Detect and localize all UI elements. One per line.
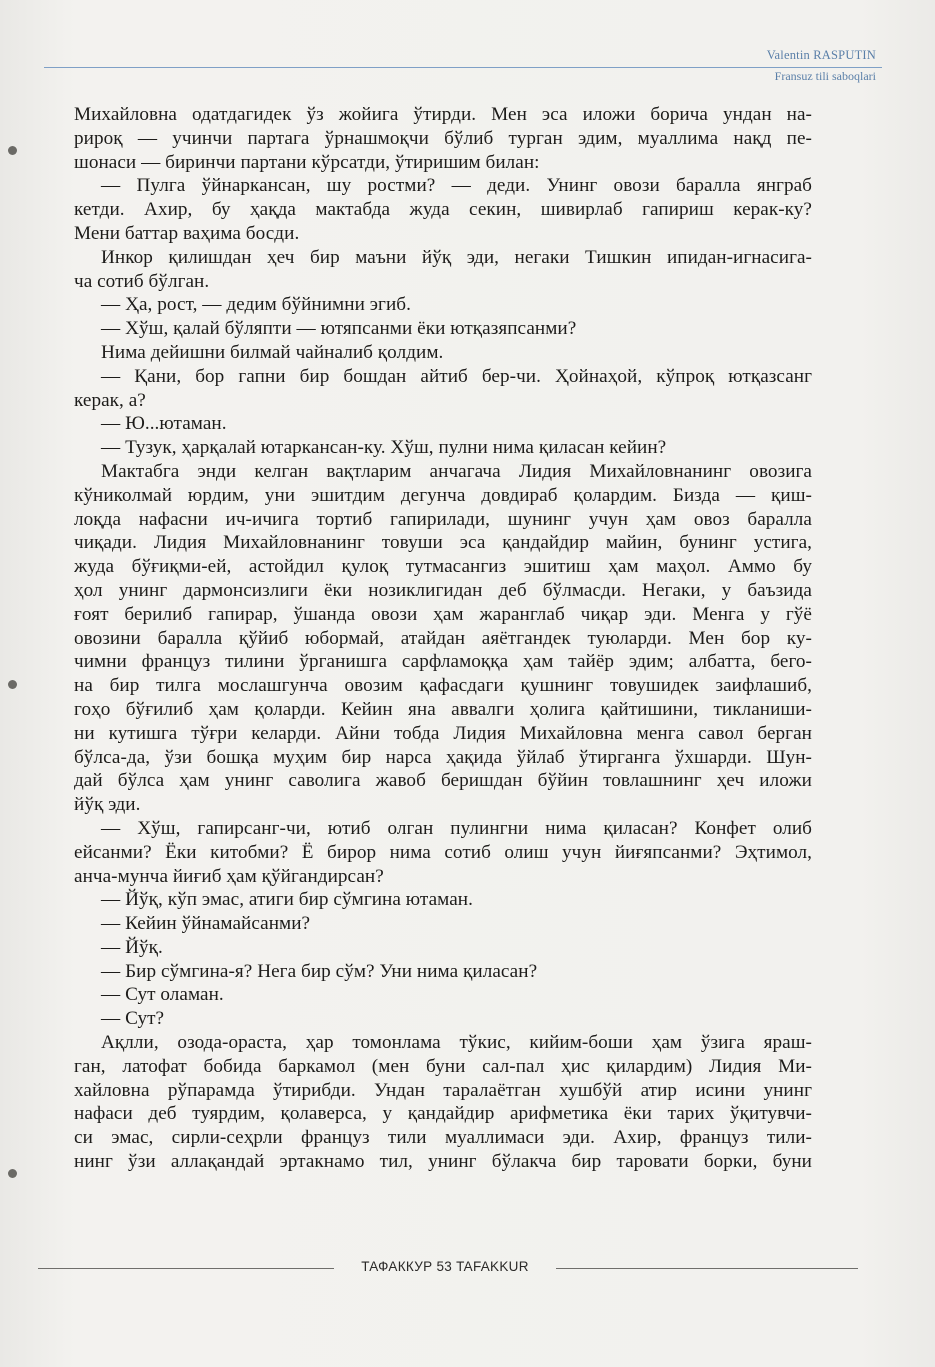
text-line: бўлса-да, ўзи бошқа муҳим бир нарса ҳақида ўйлаб ўтирганга ўхшарди. Шун-: [74, 746, 812, 768]
text-line: овозини баралла қўйиб юбормай, атайдан аяётгандек туюларди. Мен бор ку-: [74, 627, 812, 649]
text-line: Нима дейишни билмай чайналиб қолдим.: [101, 341, 444, 363]
text-line: ган, латофат бобида баркамол (мен буни сал-пал ҳис қилардим) Лидия Ми-: [74, 1055, 812, 1077]
header-author: Valentin RASPUTIN: [766, 48, 876, 62]
text-line: хайловна рўпарамда ўтирибди. Ундан таралаётган хушбўй атир исини унинг: [74, 1079, 812, 1101]
text-line: шонаси — биринчи партани кўрсатди, ўтиришим билан:: [74, 151, 540, 173]
header-subtitle: Fransuz tili saboqlari: [774, 69, 876, 83]
text-line: лоқда нафасни ич-ичига тортиб гапирилади, шунинг учун ҳам овоз баралла: [74, 508, 812, 530]
running-header: [46, 48, 876, 83]
header-rule: [44, 67, 882, 68]
text-line: Инкор қилишдан ҳеч бир маъни йўқ эди, негаки Тишкин ипидан-игнасига-: [101, 246, 812, 268]
text-line: дай бўлса ҳам унинг саволига жавоб беришдан бўйин товлашнинг ҳеч иложи: [74, 770, 812, 792]
text-line: керак, а?: [74, 389, 146, 411]
text-line: рироқ — учинчи партага ўрнашмоқчи бўлиб турган эдим, муаллима нақд пе-: [74, 127, 812, 149]
text-line: — Кейин ўйнамайсанми?: [101, 913, 311, 935]
article-body: [74, 103, 812, 1174]
text-line: кўниколмай юрдим, уни эшитдим дегунча довдираб қолардим. Бизда — қиш-: [74, 484, 812, 506]
text-line: Мени баттар ваҳима босди.: [74, 222, 300, 244]
text-line: — Пулга ўйнаркансан, шу ростми? — деди. Унинг овози баралла янграб: [101, 175, 812, 197]
text-line: чимни француз тилини ўрганишга сарфламоққа ҳам тайёр эдим; албатта, бего-: [74, 651, 812, 673]
punch-hole-bottom: [8, 1169, 17, 1178]
text-line: йўқ эди.: [74, 794, 141, 816]
text-line: ҳол унинг дармонсизлиги ёки нозиклигидан деб бўлмасди. Негаки, у баъзида: [74, 579, 812, 601]
punch-hole-middle: [8, 680, 17, 689]
page-footer: [0, 1258, 935, 1278]
text-line: гоҳо бўғилиб ҳам қоларди. Кейин яна аввалги ҳолига қайтишини, тикланиши-: [74, 698, 812, 720]
text-line: — Сут оламан.: [101, 984, 224, 1006]
text-line: — Тузук, ҳарқалай ютаркансан-ку. Хўш, пулни нима қиласан кейин?: [101, 437, 667, 459]
text-line: нинг ўзи аллақандай эртакнамо тил, унинг бўлакча бир таровати борки, буни: [74, 1151, 812, 1173]
text-line: жуда бўғиқми-ей, астойдил қулоқ тутмасангиз эшитиш ҳам маҳол. Аммо бу: [74, 556, 812, 578]
text-line: ғоят берилиб гапирар, ўшанда овози ҳам жаранглаб чиқар эди. Менга у гўё: [74, 603, 812, 625]
text-line: ча сотиб бўлган.: [74, 270, 210, 292]
text-line: ни кутишга тўғри келарди. Айни тобда Лидия Михайловна менга савол берган: [74, 722, 812, 744]
punch-hole-top: [8, 146, 17, 155]
text-line: кетди. Ахир, бу ҳақда мактабда жуда секин, шивирлаб гапириш керак-ку?: [74, 199, 812, 221]
text-line: чиқади. Лидия Михайловнанинг товуши эса қандайдир майин, бунинг устига,: [74, 532, 812, 554]
footer-rule-left: [38, 1268, 334, 1269]
text-line: — Қани, бор гапни бир бошдан айтиб бер-чи. Ҳойнаҳой, кўпроқ ютқазсанг: [101, 365, 812, 387]
text-line: — Ҳа, рост, — дедим бўйнимни эгиб.: [101, 294, 411, 316]
text-line: — Бир сўмгина-я? Нега бир сўм? Уни нима қиласан?: [101, 960, 538, 982]
text-line: — Сут?: [101, 1008, 165, 1030]
text-line: Ақлли, озода-ораста, ҳар томонлама тўкис, кийим-боши ҳам ўзига яраш-: [101, 1032, 812, 1054]
text-line: — Йўқ.: [101, 936, 163, 958]
text-line: анча-мунча йиғиб ҳам қўйгандирсан?: [74, 865, 384, 887]
text-line: — Ю...ютаман.: [101, 413, 227, 435]
text-line: Михайловна одатдагидек ўз жойига ўтирди. Мен эса иложи борича ундан на-: [74, 104, 812, 125]
text-line: си эмас, сирли-сеҳрли француз тили муаллимаси эди. Ахир, француз тили-: [74, 1127, 812, 1149]
text-line: нафаси деб туярдим, қолаверса, у қандайдир арифметика ёки тарих ўқитувчи-: [74, 1103, 812, 1125]
footer-page-label: ТАФАККУР 53 TAFAKKUR: [361, 1259, 529, 1274]
text-line: — Йўқ, кўп эмас, атиги бир сўмгина ютаман.: [101, 889, 473, 911]
text-line: на бир тилга мослашгунча овозим қафасдаги қушнинг товушидек заифлашиб,: [74, 675, 812, 697]
text-line: — Хўш, қалай бўляпти — ютяпсанми ёки ютқазяпсанми?: [101, 318, 577, 340]
text-line: Мактабга энди келган вақтларим анчагача Лидия Михайловнанинг овозига: [101, 460, 812, 482]
text-line: ейсанми? Ёки китобми? Ё бирор нима сотиб олиш учун йиғяпсанми? Эҳтимол,: [74, 841, 812, 863]
text-line: — Хўш, гапирсанг-чи, ютиб олган пулингни нима қиласан? Конфет олиб: [101, 817, 812, 839]
footer-rule-right: [556, 1268, 858, 1269]
